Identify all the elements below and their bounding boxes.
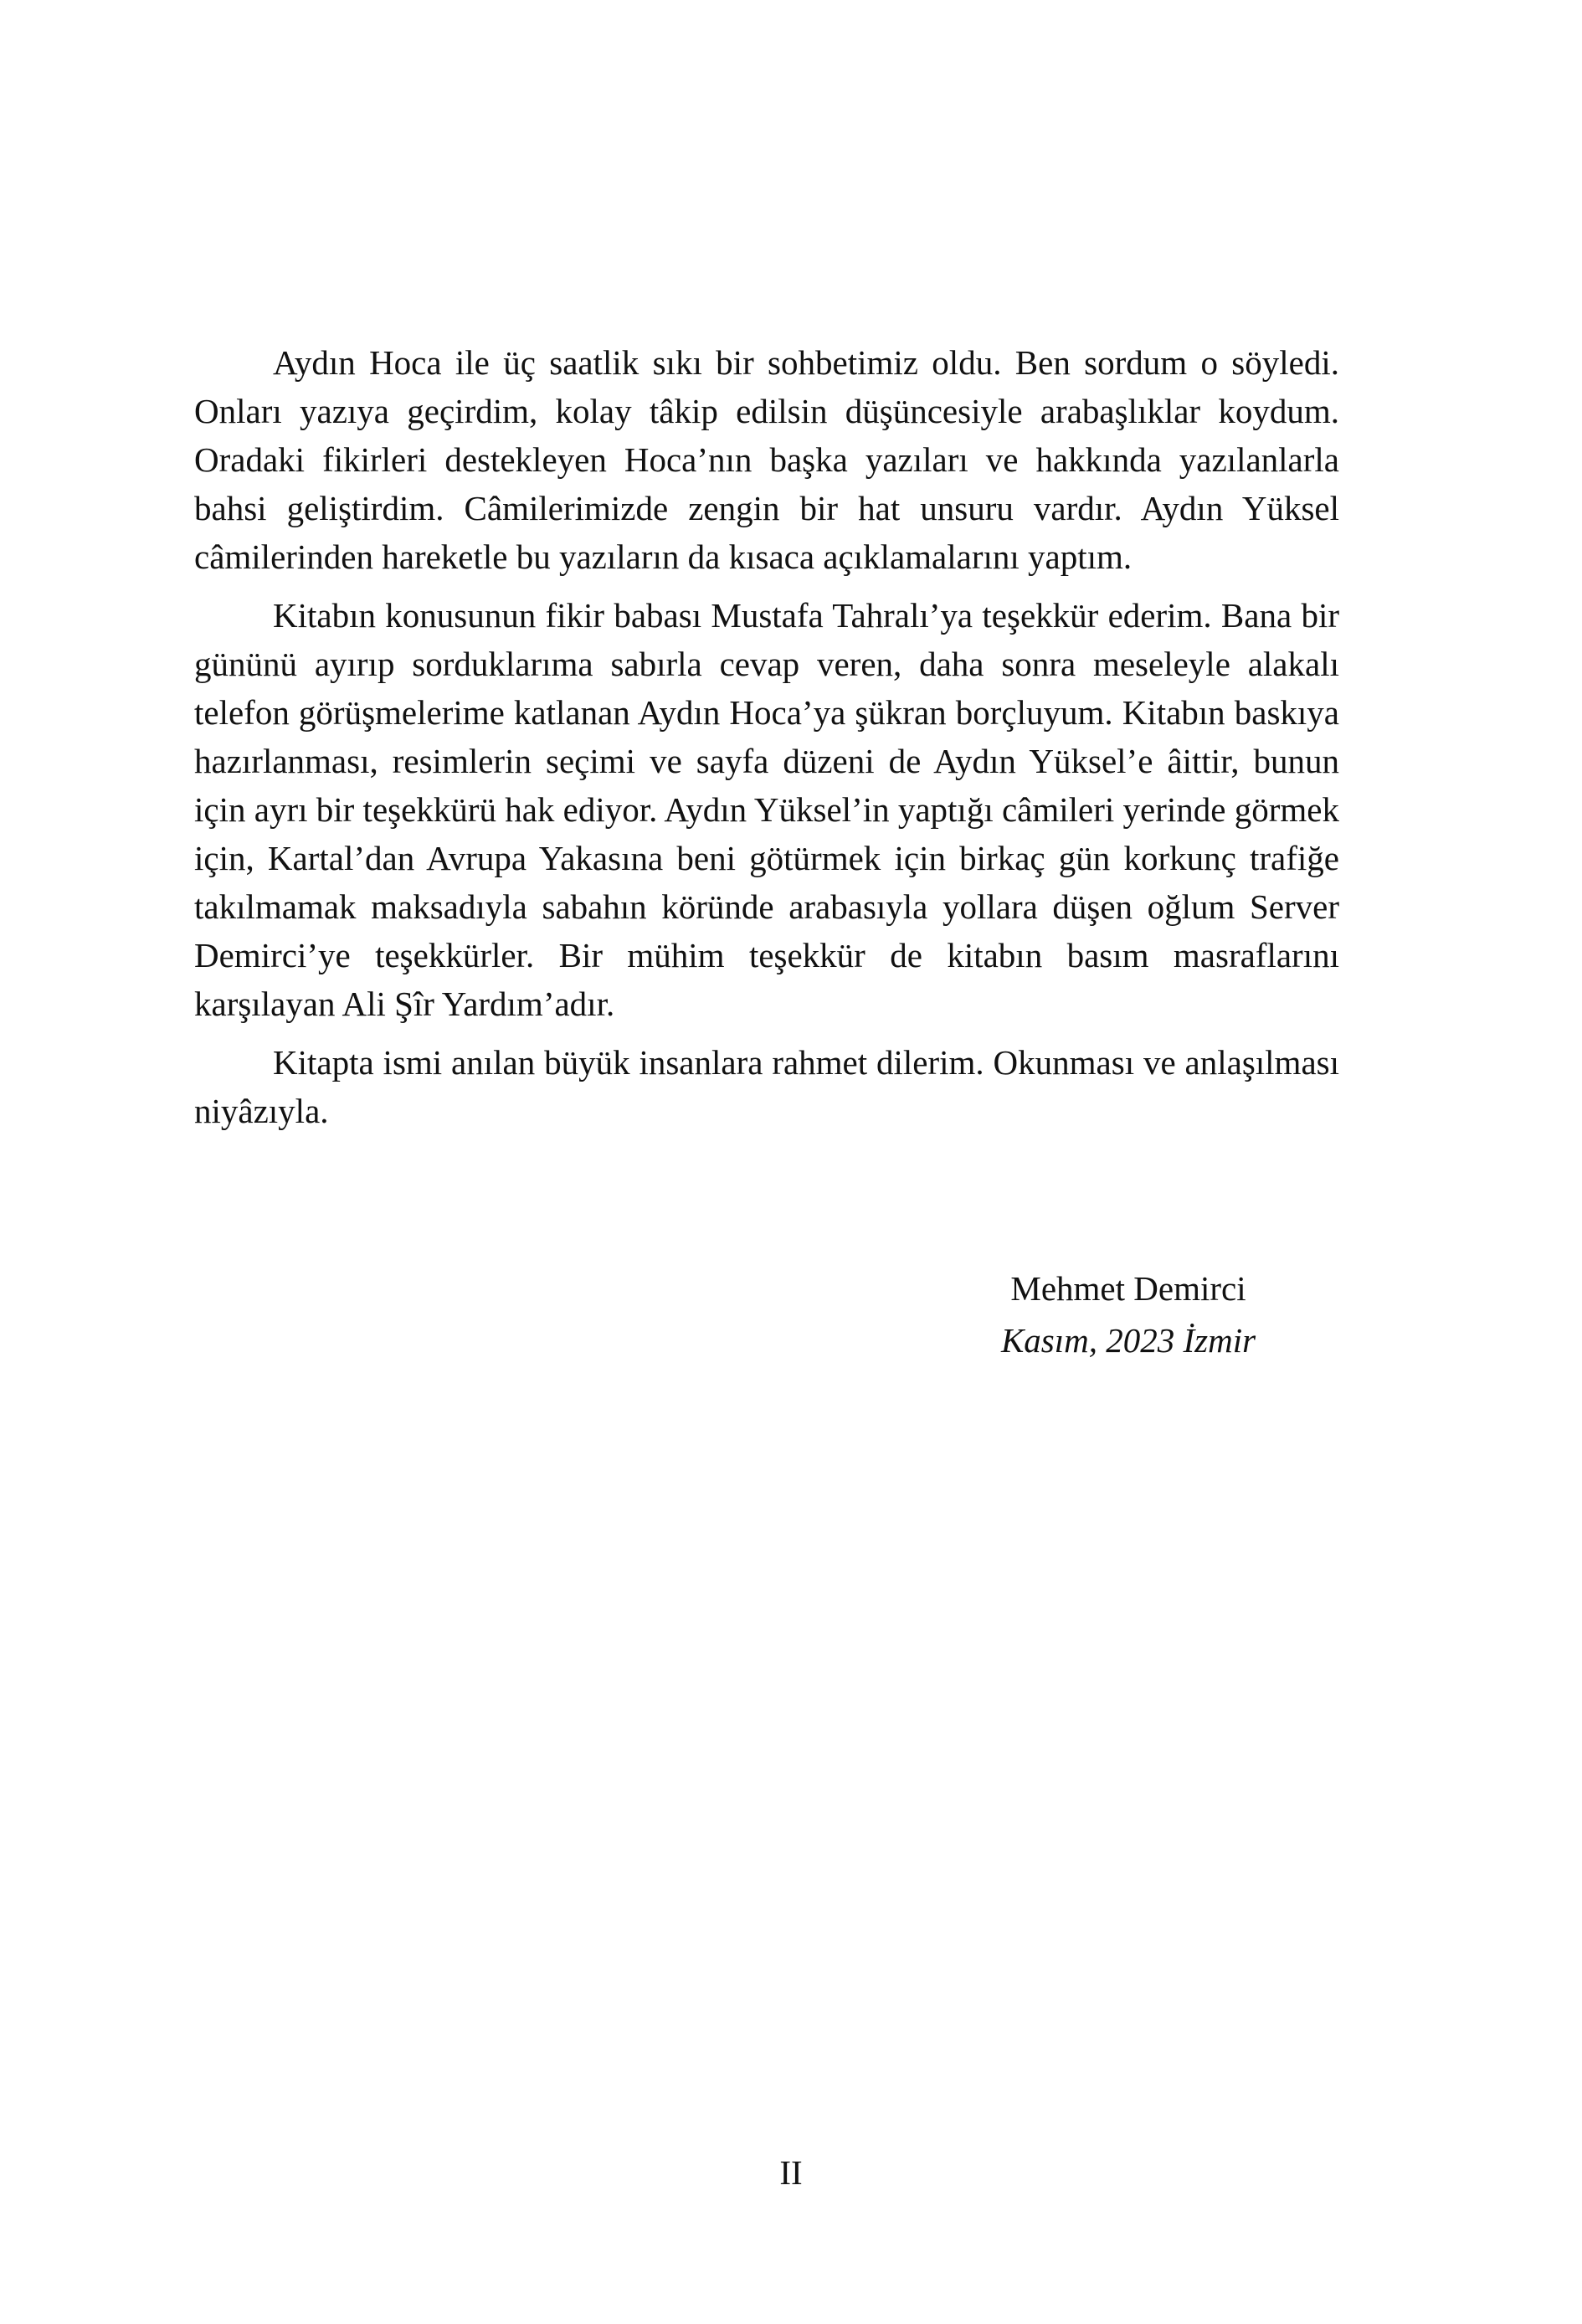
- paragraph-3: Kitapta ismi anılan büyük insanlara rahmet dilerim. Okunması ve anlaşılması niyâzıyla.: [194, 1043, 1339, 1130]
- paragraph-2: Kitabın konusunun fikir babası Mustafa Tahralı’ya teşekkür ederim. Bana bir gününü ayırıp sorduklarıma sabırla cevap veren, daha sonra meseleyle alakalı telefon görüşmelerime katlanan Aydın Hoca’ya şükran borçluyum. Kitabın baskıya hazırlanması, resimlerin seçimi ve sayfa düzeni de Aydın Yüksel’e âittir, bunun için ayrı bir teşekkürü hak ediyor. Aydın Yüksel’in yaptığı câmileri yerinde görmek için, Kartal’dan Avrupa Yakasına beni götürmek için birkaç gün korkunç trafiğe takılmamak maksadıyla sabahın köründe arabasıyla yollara düşen oğlum Server Demirci’ye teşekkürler. Bir mühim teşekkür de kitabın basım masraflarını karşılayan Ali Şîr Yardım’adır.: [194, 596, 1339, 1023]
- date-place: Kasım, 2023 İzmir: [1000, 1321, 1256, 1360]
- page-number: II: [779, 2153, 803, 2192]
- author-name: Mehmet Demirci: [1010, 1269, 1246, 1308]
- paragraph-1: Aydın Hoca ile üç saatlik sıkı bir sohbetimiz oldu. Ben sordum o söyledi. Onları yazıya geçirdim, kolay tâkip edilsin düşüncesiyle arabaşlıklar koydum. Oradaki fikirleri destekleyen Hoca’nın başka yazıları ve hakkında yazılanlarla bahsi geliştirdim. Câmilerimizde zengin bir hat unsuru vardır. Aydın Yüksel câmilerinden hareketle bu yazıların da kısaca açıklamalarını yaptım.: [194, 343, 1339, 576]
- signature-block: [927, 1264, 1329, 1365]
- body-text: [194, 338, 1339, 1145]
